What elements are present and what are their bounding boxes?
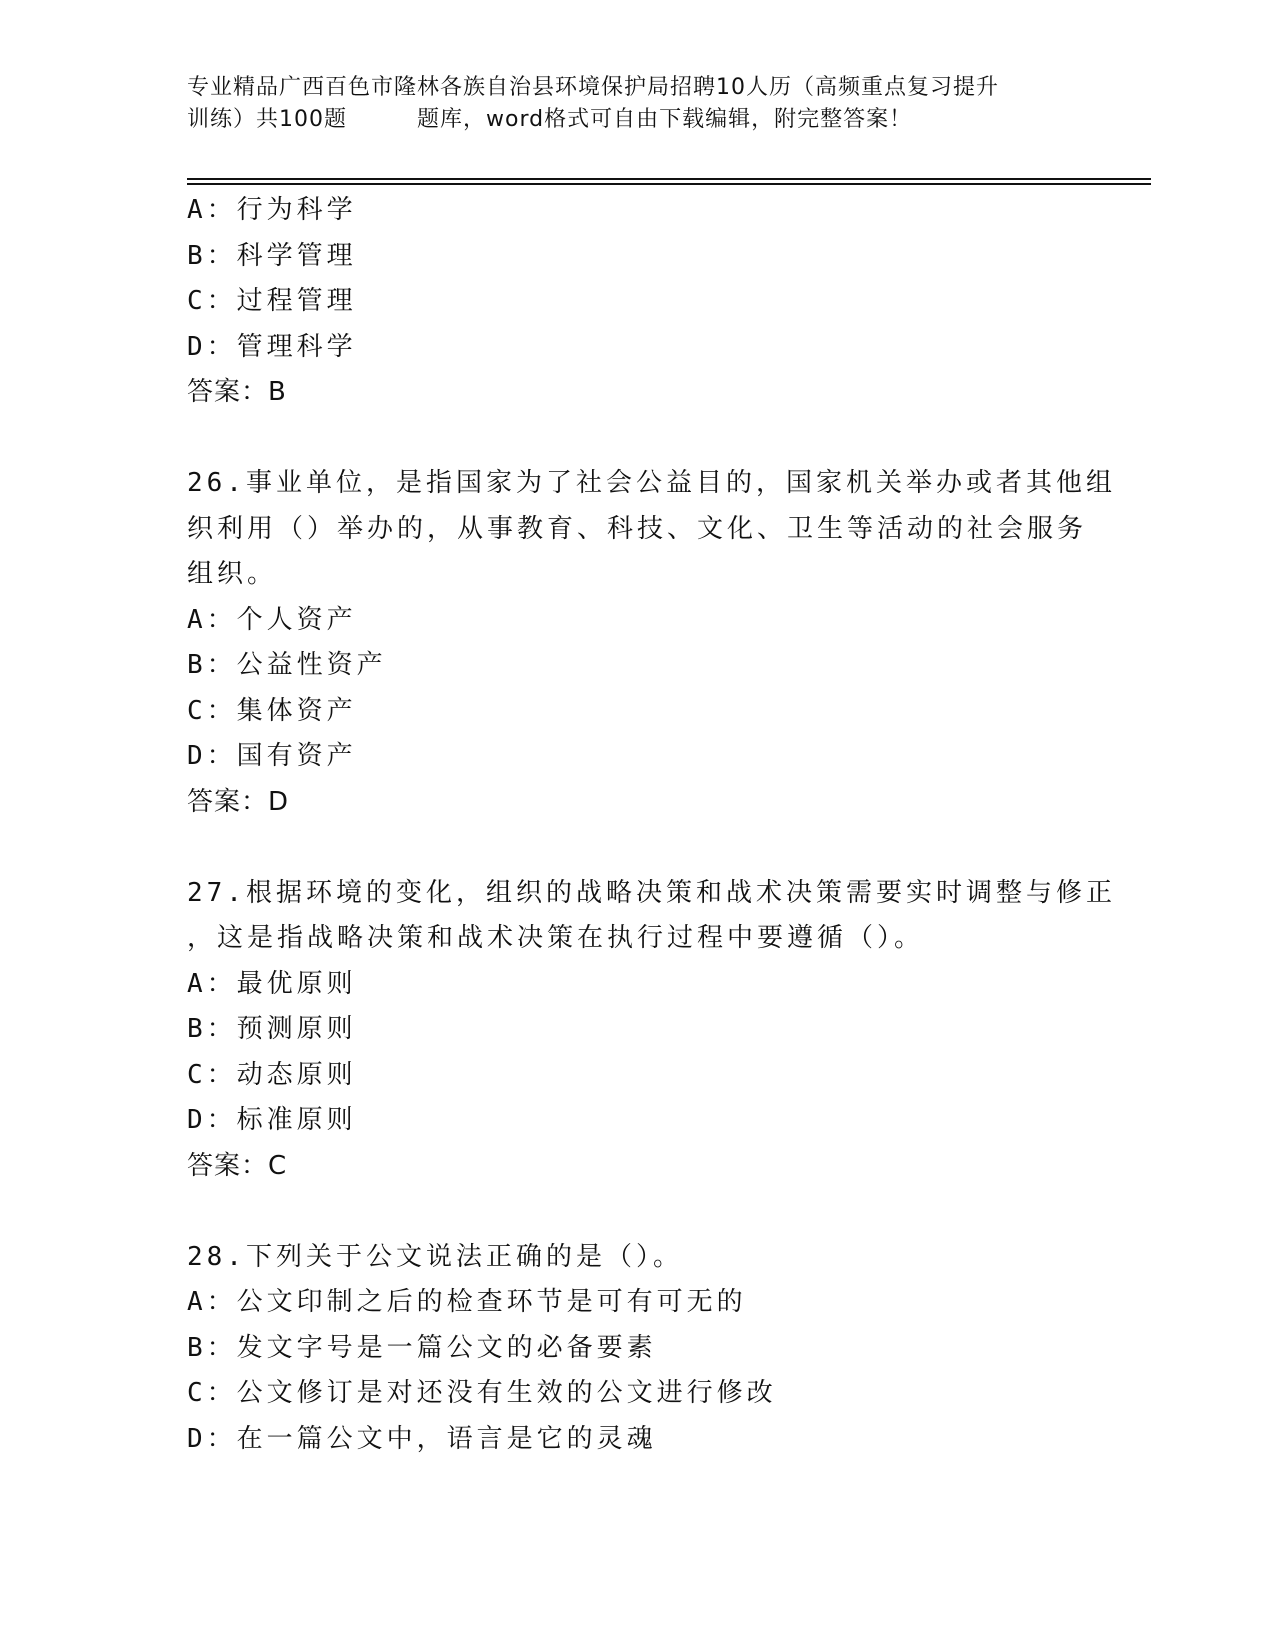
option-a: A：个人资产 <box>187 604 357 635</box>
question-stem-line: 织利用（）举办的，从事教育、科技、文化、卫生等活动的社会服务 <box>187 513 1088 544</box>
question-stem-line: 27.根据环境的变化，组织的战略决策和战术决策需要实时调整与修正 <box>187 877 1116 908</box>
option-b: B：科学管理 <box>187 240 357 271</box>
option-c: C：公文修订是对还没有生效的公文进行修改 <box>187 1378 777 1408</box>
answer: 答案：B <box>187 377 287 407</box>
question-list <box>187 188 1116 1462</box>
question-stem-line: 26.事业单位，是指国家为了社会公益目的，国家机关举办或者其他组 <box>187 468 1116 498</box>
option-a: A：最优原则 <box>187 968 357 999</box>
question-stem-line: 28.下列关于公文说法正确的是（）。 <box>187 1241 683 1272</box>
question-stem-line: 组织。 <box>187 559 278 589</box>
question-27 <box>187 871 1116 1190</box>
header-line-2-part-a: 训练）共100题 <box>187 107 347 132</box>
header-line-1: 专业精品广西百色市隆林各族自治县环境保护局招聘10人历（高频重点复习提升 <box>187 75 999 100</box>
option-b: B：公益性资产 <box>187 650 387 680</box>
option-d: D：管理科学 <box>187 331 357 362</box>
option-b: B：发文字号是一篇公文的必备要素 <box>187 1332 657 1363</box>
option-b: B：预测原则 <box>187 1014 357 1044</box>
option-c: C：过程管理 <box>187 286 357 316</box>
header-line-2-part-b: 题库，word格式可自由下载编辑，附完整答案！ <box>417 107 913 132</box>
header-divider-bottom <box>187 183 1151 185</box>
header-divider-top <box>187 178 1151 180</box>
option-c: C：集体资产 <box>187 695 357 726</box>
option-a: A：公文印制之后的检查环节是可有可无的 <box>187 1287 747 1317</box>
option-d: D：标准原则 <box>187 1105 357 1135</box>
question-28 <box>187 1235 1087 1463</box>
document-header <box>187 72 1087 136</box>
option-a: A：行为科学 <box>187 195 357 225</box>
option-d: D：在一篇公文中，语言是它的灵魂 <box>187 1423 657 1454</box>
option-c: C：动态原则 <box>187 1059 357 1090</box>
answer: 答案：D <box>187 786 290 817</box>
option-d: D：国有资产 <box>187 741 357 771</box>
header-line-2 <box>187 104 1087 136</box>
question-26 <box>187 461 1116 825</box>
question-stem-line: ，这是指战略决策和战术决策在执行过程中要遵循（）。 <box>187 923 925 953</box>
answer: 答案：C <box>187 1150 288 1181</box>
question-25 <box>187 188 1087 416</box>
